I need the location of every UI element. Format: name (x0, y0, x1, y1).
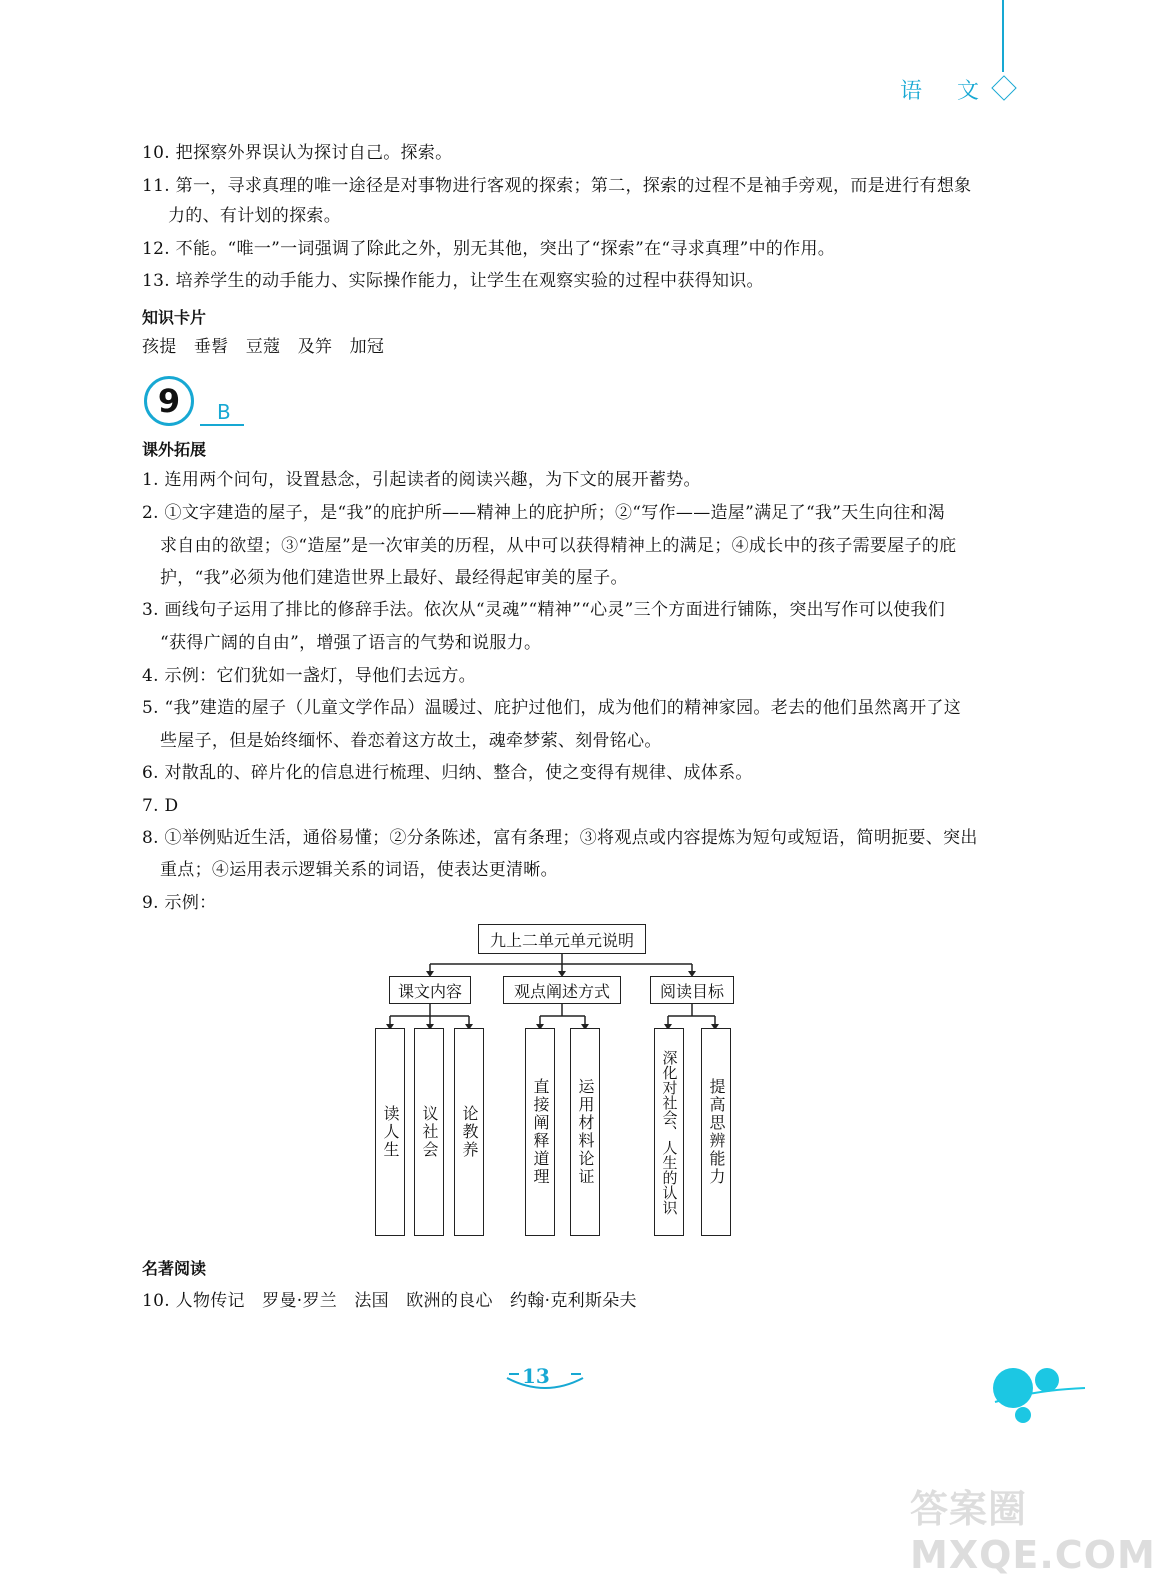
answer-line: 13. 培养学生的动手能力、实际操作能力，让学生在观察实验的过程中获得知识。 (142, 271, 764, 291)
diagram-leaf (525, 1028, 555, 1236)
answer-line: 8. ①举例贴近生活，通俗易懂；②分条陈述，富有条理；③将观点或内容提炼为短句或短语，简明扼要、突出 (142, 828, 978, 848)
answer-line: 些屋子，但是始终缅怀、眷恋着这方故土，魂牵梦萦、刻骨铭心。 (160, 731, 662, 751)
diagram-root (478, 924, 646, 954)
diagram-leaf-label: 读人生 (381, 1105, 400, 1159)
bubbles-icon (985, 1360, 1085, 1430)
extension-title: 课外拓展 (142, 440, 207, 459)
header-vertical-line (1002, 0, 1004, 72)
watermark: 答案圈 MXQE.COM (910, 1487, 1156, 1577)
answer-line: 6. 对散乱的、碎片化的信息进行梳理、归纳、整合，使之变得有规律、成体系。 (142, 763, 753, 783)
subject-label: 语 文 (900, 79, 993, 104)
answer-line: 3. 画线句子运用了排比的修辞手法。依次从“灵魂”“精神”“心灵”三个方面进行铺陈，突出写作可以使我们 (142, 600, 946, 620)
diagram-leaf (654, 1028, 684, 1236)
answer-line: 4. 示例：它们犹如一盏灯，导他们去远方。 (142, 666, 476, 686)
diagram-root-label: 九上二单元单元说明 (489, 930, 634, 950)
diagram-leaf-label: 深化对社会、人生的认识 (660, 1049, 679, 1215)
answer-line: 1. 连用两个问句，设置悬念，引起读者的阅读兴趣，为下文的展开蓄势。 (142, 470, 701, 490)
diagram-branch (650, 976, 734, 1004)
answer-line: 5. “我”建造的屋子（儿童文学作品）温暖过、庇护过他们，成为他们的精神家园。老去的他们虽然离开了这 (142, 698, 962, 718)
diagram-leaf (701, 1028, 731, 1236)
answer-line: 力的、有计划的探索。 (168, 206, 341, 226)
knowledge-card-title: 知识卡片 (142, 308, 207, 327)
diagram-leaf-label: 直接阐释道理 (531, 1078, 550, 1186)
diagram-leaf (570, 1028, 600, 1236)
diagram-leaf (454, 1028, 484, 1236)
answer-line: 10. 把探察外界误认为探讨自己。探索。 (142, 143, 453, 163)
answer-line: 求自由的欲望；③“造屋”是一次审美的历程，从中可以获得精神上的满足；④成长中的孩子需要屋子的庇 (160, 536, 957, 556)
diagram-leaf (375, 1028, 405, 1236)
diagram-branch-label: 阅读目标 (659, 981, 724, 1001)
answer-line: 2. ①文字建造的屋子，是“我”的庇护所——精神上的庇护所；②“写作——造屋”满足了“我”天生向往和渴 (142, 503, 946, 523)
page-number: 13 (522, 1364, 550, 1388)
classics-title: 名著阅读 (142, 1259, 207, 1278)
answer-line: 7. D (142, 796, 179, 816)
diagram-branch (503, 976, 621, 1004)
diagram-branch (389, 976, 471, 1004)
section-underline (200, 424, 244, 426)
classics-answer: 10. 人物传记 罗曼·罗兰 法国 欧洲的良心 约翰·克利斯朵夫 (142, 1291, 637, 1311)
knowledge-card-words: 孩提 垂髫 豆蔻 及笄 加冠 (142, 337, 385, 357)
diagram-branch-label: 观点阐述方式 (513, 981, 610, 1001)
section-number-badge: 9 (144, 376, 194, 426)
section-letter: B (217, 400, 231, 424)
answer-line: “获得广阔的自由”，增强了语言的气势和说服力。 (160, 633, 542, 653)
diagram-branch-label: 课文内容 (397, 981, 462, 1001)
answer-line: 11. 第一，寻求真理的唯一途径是对事物进行客观的探索；第二，探索的过程不是袖手旁观，而是进行有想象 (142, 176, 972, 196)
diagram-leaf-label: 论教养 (460, 1105, 479, 1159)
diamond-icon (991, 75, 1016, 100)
diagram-leaf-label: 议社会 (420, 1105, 439, 1159)
answer-line: 重点；④运用表示逻辑关系的词语，使表达更清晰。 (160, 860, 558, 880)
diagram-leaf-label: 运用材料论证 (576, 1078, 595, 1186)
diagram-leaf-label: 提高思辨能力 (707, 1078, 726, 1186)
answer-line: 9. 示例： (142, 893, 217, 913)
answer-line: 12. 不能。“唯一”一词强调了除此之外，别无其他，突出了“探索”在“寻求真理”中的作用。 (142, 239, 836, 259)
diagram-leaf (414, 1028, 444, 1236)
answer-line: 护，“我”必须为他们建造世界上最好、最经得起审美的屋子。 (160, 568, 628, 588)
